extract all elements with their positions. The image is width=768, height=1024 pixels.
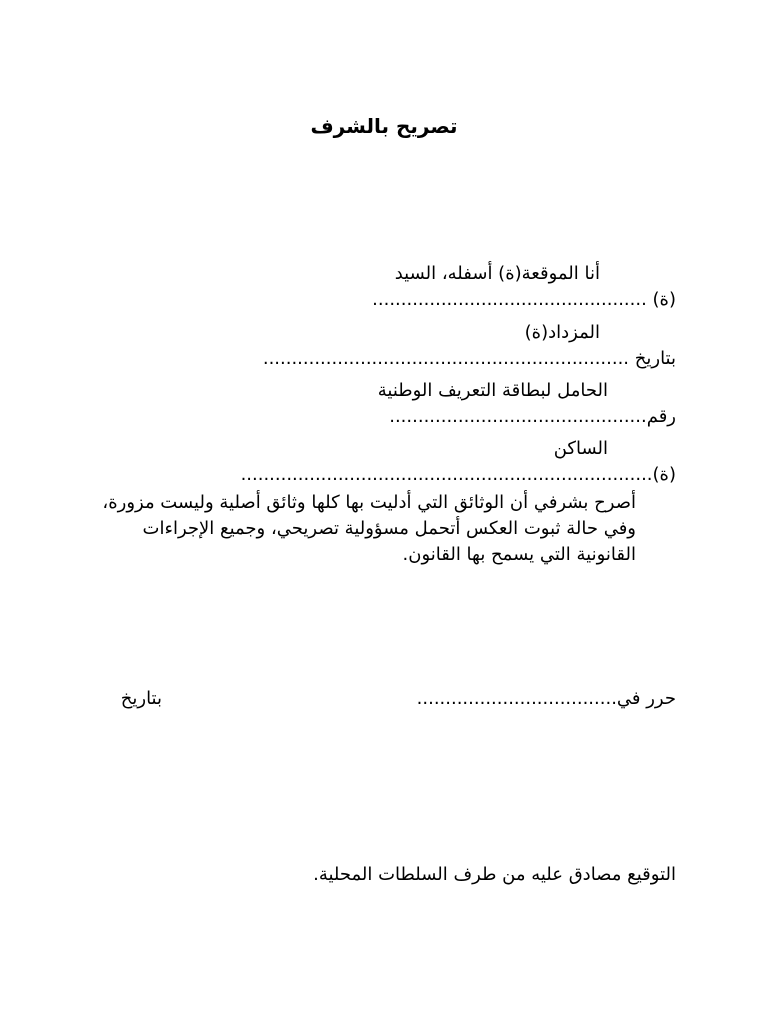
birth-label: المزداد(ة) — [524, 322, 600, 343]
written-at: حرر في................................... — [416, 688, 676, 709]
declaration-paragraph: أصرح بشرفي أن الوثائق التي أدليت بها كلها وثائق أصلية وليست مزورة، وفي حالة ثبوت العكس أتحمل مسؤولية تصريحي، وجميع الإجراءات القانونية التي يسمح بها القانون. — [102, 492, 636, 565]
resident-address-dots: (ة)........................................................................ — [240, 464, 676, 485]
resident-label: الساكن — [553, 438, 608, 459]
signature-note: التوقيع مصادق عليه من طرف السلطات المحلية. — [313, 864, 676, 885]
date-label: بتاريخ — [120, 688, 162, 709]
id-card-label: الحامل لبطاقة التعريف الوطنية — [377, 380, 608, 401]
signatory-dots: (ة) ................................................ — [372, 289, 676, 310]
signatory-label: أنا الموقعة(ة) أسفله، السيد — [394, 263, 600, 284]
document-title: تصريح بالشرف — [310, 114, 458, 138]
birth-date-dots: بتاريخ ................................................................ — [262, 348, 676, 369]
id-card-number-dots: رقم............................................. — [389, 406, 676, 427]
